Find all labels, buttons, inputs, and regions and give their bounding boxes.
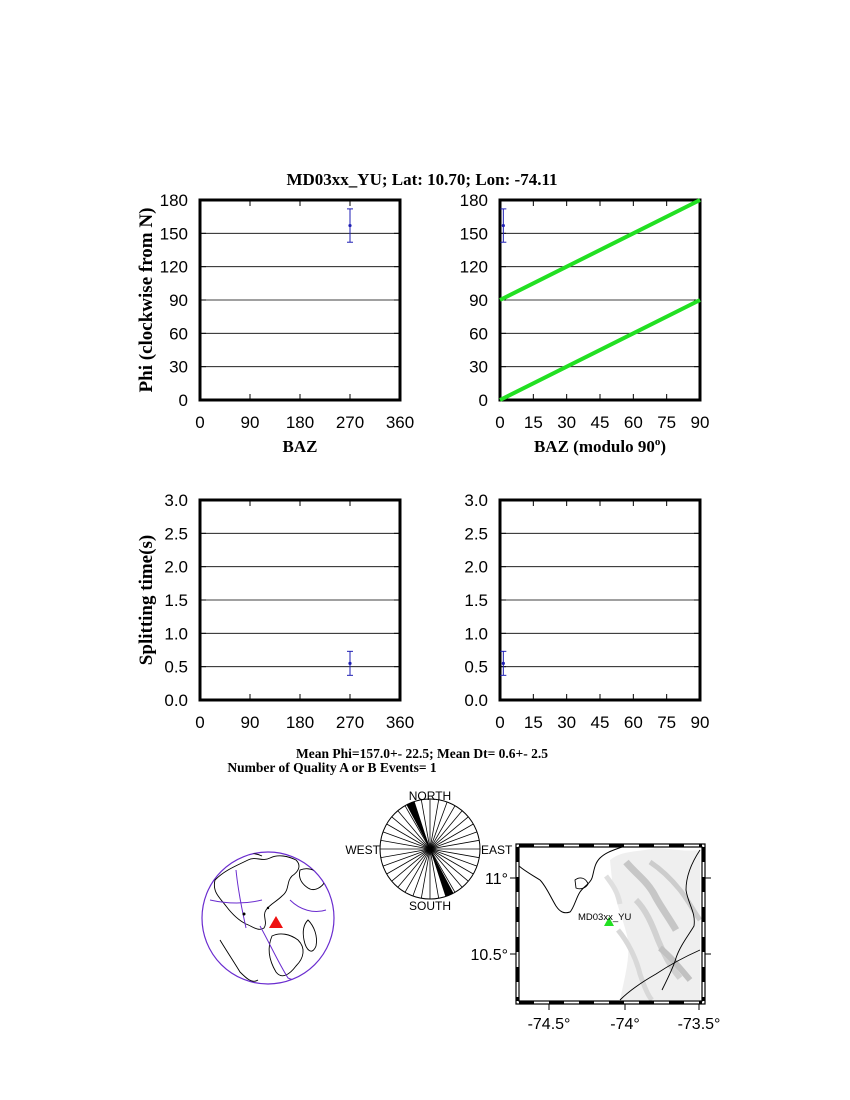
x-tick-label: 270 — [335, 413, 365, 432]
series-line — [500, 200, 700, 300]
mean-summary: Mean Phi=157.0+- 22.5; Mean Dt= 0.6+- 2.5 — [296, 746, 548, 761]
rose-diagram — [380, 799, 480, 899]
globe-inset — [202, 852, 334, 984]
y-tick-label: 2.0 — [164, 557, 188, 577]
series-line — [500, 300, 700, 400]
data-point — [502, 224, 505, 227]
x-tick-label: 45 — [590, 713, 610, 732]
station-label: MD03xx_YU — [578, 912, 632, 923]
data-point — [502, 662, 505, 665]
y-tick-label: 180 — [159, 191, 188, 210]
x-tick-label: 30 — [557, 413, 577, 432]
event-count: Number of Quality A or B Events= 1 — [227, 760, 437, 775]
phi-vs-baz-panel — [136, 191, 414, 456]
y-axis-label: Splitting time(s) — [136, 534, 157, 666]
y-tick-label: 0 — [178, 391, 188, 410]
globe-outline — [202, 852, 334, 984]
y-tick-label: 90 — [469, 291, 488, 310]
y-tick-label: 2.0 — [464, 557, 488, 577]
x-tick-label: 360 — [385, 413, 415, 432]
x-tick-label: 90 — [240, 413, 260, 432]
dt-vs-baz-mod90-panel — [464, 491, 709, 732]
y-tick-label: 3.0 — [464, 491, 488, 510]
x-tick-label: 0 — [495, 413, 505, 432]
x-axis-label: BAZ (modulo 90$^o$) — [533, 436, 667, 456]
x-tick-label: 0 — [195, 413, 205, 432]
x-tick-label: 0 — [195, 713, 205, 732]
x-tick-label: 75 — [657, 413, 677, 432]
y-tick-label: 1.5 — [164, 591, 188, 610]
dt-vs-baz-panel — [136, 491, 414, 732]
x-tick-label: 15 — [523, 713, 543, 732]
x-tick-label: 45 — [590, 413, 610, 432]
x-tick-label: 360 — [385, 713, 415, 732]
y-tick-label: 60 — [169, 324, 188, 344]
y-tick-label: 0.5 — [164, 657, 188, 677]
rose-west-label: WEST — [345, 843, 380, 857]
y-tick-label: 0.5 — [464, 657, 488, 677]
x-axis-label: BAZ — [282, 437, 318, 456]
y-tick-label: 60 — [469, 324, 488, 344]
rose-north-label: NORTH — [408, 789, 452, 803]
data-point — [348, 662, 351, 665]
y-tick-label: 120 — [459, 257, 488, 277]
y-tick-label: 180 — [459, 191, 488, 210]
map-lat-label-1: 11° — [484, 871, 508, 888]
x-tick-label: 90 — [690, 713, 710, 732]
y-tick-label: 1.5 — [464, 591, 488, 610]
x-tick-label: 75 — [657, 713, 677, 732]
data-point — [348, 224, 351, 227]
regional-map — [470, 844, 720, 1033]
x-tick-label: 60 — [623, 713, 643, 732]
x-tick-label: 90 — [240, 713, 260, 732]
y-tick-label: 90 — [169, 291, 188, 310]
y-tick-label: 0.0 — [464, 691, 488, 710]
y-tick-label: 30 — [169, 357, 188, 377]
y-tick-label: 3.0 — [164, 491, 188, 510]
x-tick-label: 60 — [623, 413, 643, 432]
x-tick-label: 30 — [557, 713, 577, 732]
figure-title: MD03xx_YU; Lat: 10.70; Lon: -74.11 — [286, 170, 558, 189]
y-tick-label: 120 — [159, 257, 188, 277]
y-tick-label: 0 — [478, 391, 488, 410]
y-tick-label: 1.0 — [464, 624, 488, 644]
y-tick-label: 150 — [159, 224, 188, 244]
x-axis-label-sup: o — [654, 436, 661, 448]
y-tick-label: 30 — [469, 357, 488, 377]
rose-east-label: EAST — [481, 843, 513, 857]
y-tick-label: 1.0 — [164, 624, 188, 644]
x-tick-label: 180 — [285, 713, 315, 732]
y-tick-label: 0.0 — [164, 691, 188, 710]
map-lon-label-2: -74° — [610, 1016, 640, 1033]
map-lon-label-1: -74.5° — [527, 1016, 571, 1033]
phi-vs-baz-mod90-panel — [460, 191, 710, 456]
globe-dot — [243, 913, 246, 916]
x-tick-label: 180 — [285, 413, 315, 432]
x-tick-label: 270 — [335, 713, 365, 732]
map-lon-label-3: -73.5° — [677, 1016, 721, 1033]
x-tick-label: 15 — [523, 413, 543, 432]
map-lat-label-2: 10.5° — [470, 947, 508, 964]
x-tick-label: 0 — [495, 713, 505, 732]
y-tick-label: 2.5 — [164, 524, 188, 544]
y-axis-label: Phi (clockwise from N) — [136, 207, 157, 393]
y-tick-label: 150 — [459, 224, 488, 244]
y-tick-label: 2.5 — [464, 524, 488, 544]
rose-south-label: SOUTH — [409, 899, 451, 913]
x-tick-label: 90 — [690, 413, 710, 432]
